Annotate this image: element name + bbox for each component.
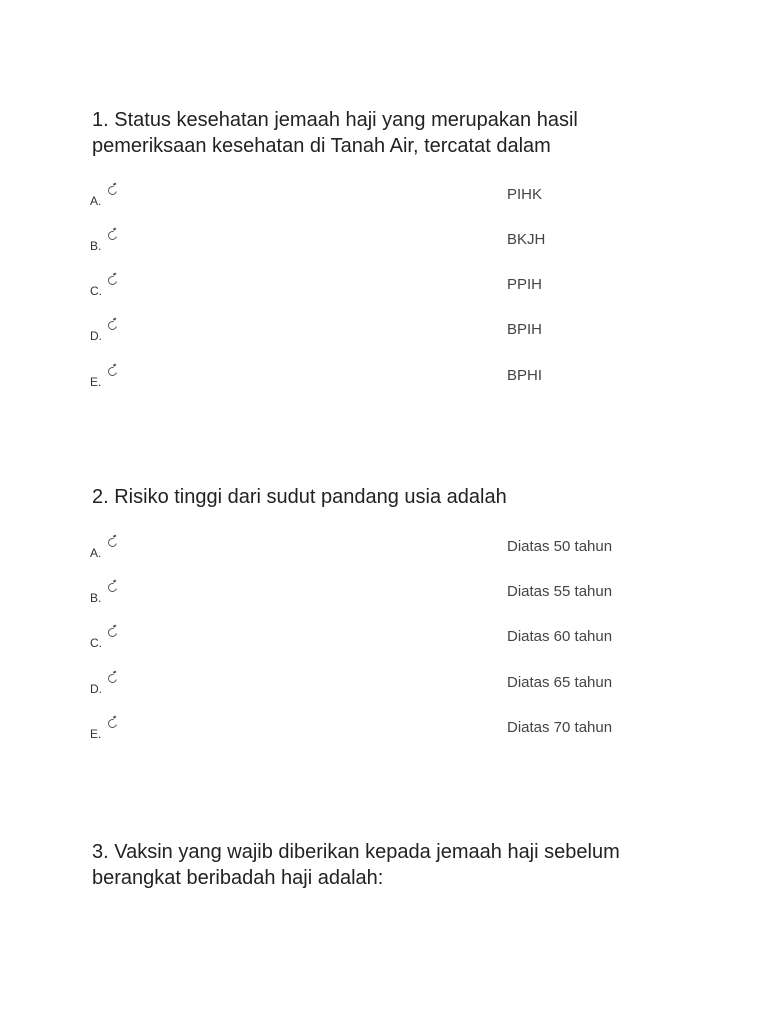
radio-button-icon[interactable]: [106, 672, 118, 684]
radio-button-icon[interactable]: [106, 365, 118, 377]
option-letter: C.: [90, 284, 102, 298]
option-letter: E.: [90, 375, 102, 389]
radio-button-icon[interactable]: [106, 536, 118, 548]
option-text: BKJH: [507, 231, 546, 248]
radio-button-icon[interactable]: [106, 274, 118, 286]
option-letter: A.: [90, 194, 102, 208]
option-text: BPHI: [507, 367, 543, 384]
question-1-option-e[interactable]: [90, 367, 690, 391]
radio-button-icon[interactable]: [106, 184, 118, 196]
question-1-text: 1. Status kesehatan jemaah haji yang merupakan hasil pemeriksaan kesehatan di Tanah Air, tercatat dalam: [92, 109, 578, 157]
question-1-option-a[interactable]: [90, 186, 690, 210]
question-2-option-b[interactable]: [90, 583, 690, 607]
question-2-text: 2. Risiko tinggi dari sudut pandang usia adalah: [92, 486, 507, 508]
option-text: PIHK: [507, 186, 543, 203]
question-1-option-d[interactable]: [90, 321, 690, 345]
radio-button-icon[interactable]: [106, 229, 118, 241]
option-letter: D.: [90, 329, 102, 343]
option-letter: B.: [90, 239, 102, 253]
question-2-option-a[interactable]: [90, 538, 690, 562]
radio-button-icon[interactable]: [106, 626, 118, 638]
option-text: Diatas 65 tahun: [507, 674, 613, 691]
option-letter: E.: [90, 727, 102, 741]
option-letter: C.: [90, 636, 102, 650]
question-1-option-b[interactable]: [90, 231, 690, 255]
question-1-option-c[interactable]: [90, 276, 690, 300]
question-2-option-d[interactable]: [90, 674, 690, 698]
option-letter: D.: [90, 682, 102, 696]
option-text: Diatas 70 tahun: [507, 719, 613, 736]
option-text: PPIH: [507, 276, 543, 293]
option-text: Diatas 55 tahun: [507, 583, 613, 600]
radio-button-icon[interactable]: [106, 319, 118, 331]
question-3-text: 3. Vaksin yang wajib diberikan kepada jemaah haji sebelum berangkat beribadah haji adalah:: [92, 841, 620, 889]
option-text: Diatas 50 tahun: [507, 538, 613, 555]
option-text: BPIH: [507, 321, 543, 338]
option-letter: A.: [90, 546, 102, 560]
option-text: Diatas 60 tahun: [507, 628, 613, 645]
question-2-option-c[interactable]: [90, 628, 690, 652]
question-2-option-e[interactable]: [90, 719, 690, 743]
radio-button-icon[interactable]: [106, 717, 118, 729]
option-letter: B.: [90, 591, 102, 605]
radio-button-icon[interactable]: [106, 581, 118, 593]
